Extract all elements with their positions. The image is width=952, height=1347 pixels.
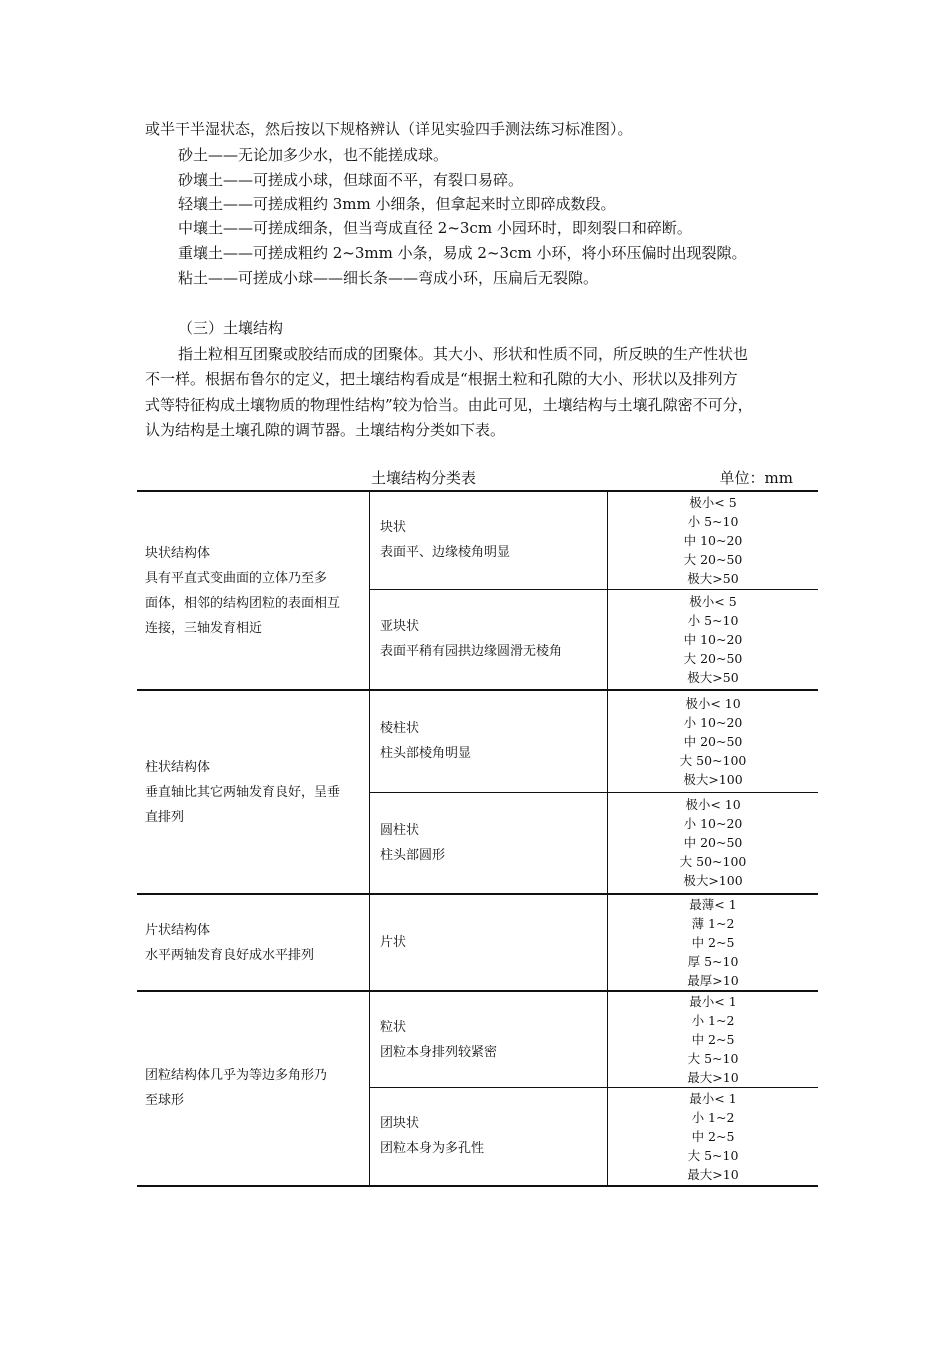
subtype-desc: 柱头部棱角明显 [380,746,472,762]
size-value: 大 5~10 [687,1147,739,1163]
size-value: 小 1~2 [691,1109,735,1125]
size-value: 最薄< 1 [689,897,737,912]
subtype-desc: 团粒本身为多孔性 [380,1141,485,1157]
group-name: 片状结构体 [145,922,211,938]
table-caption [137,467,817,489]
size-cell [608,991,819,1088]
group-name: 团粒结构体几乎为等边多角形乃 [145,1068,328,1084]
group-cell [137,491,370,690]
size-value: 最大>10 [687,1166,739,1182]
table-title: 土壤结构分类表 [371,469,477,487]
size-value: 大 50~100 [679,752,747,768]
text-line: 砂壤土——可搓成小球，但球面不平，有裂口易碎。 [178,171,524,189]
subtype-name: 片状 [380,935,407,950]
subtype-cell [370,690,608,792]
group-name: 块状结构体 [145,545,211,561]
group-name: 柱状结构体 [145,759,211,775]
size-cell [608,792,819,894]
size-value: 薄 1~2 [691,916,735,931]
size-cell [608,589,819,690]
size-value: 小 5~10 [687,513,739,529]
subtype-cell [370,991,608,1088]
table-row [137,991,818,1088]
group-desc: 垂直轴比其它两轴发育良好，呈垂 [145,784,341,800]
size-value: 中 2~5 [691,1128,735,1144]
size-value: 中 20~50 [683,835,743,851]
text-line: 重壤土——可搓成粗约 2~3mm 小条，易成 2~3cm 小环，将小环压偏时出现裂隙。 [178,244,747,262]
table-unit: 单位：mm [719,469,793,487]
group-desc: 水平两轴发育良好成水平排列 [145,947,315,963]
subtype-cell [370,589,608,690]
size-value: 最大>10 [687,1070,739,1085]
table-row [137,491,818,589]
size-cell [608,1088,819,1186]
section-heading: （三）土壤结构 [178,319,284,337]
paragraph-line: 不一样。根据布鲁尔的定义，把土壤结构看成是“根据土粒和孔隙的大小、形状以及排列方 [145,370,738,388]
group-desc: 至球形 [145,1093,185,1109]
size-value: 大 50~100 [679,854,747,870]
subtype-name: 亚块状 [380,619,420,635]
paragraph-line: 式等特征构成土壤物质的物理性结构”较为恰当。由此可见，土壤结构与土壤孔隙密不可分， [145,396,753,414]
size-value: 厚 5~10 [687,954,739,969]
size-value: 中 20~50 [683,733,743,749]
size-cell [608,690,819,792]
text-line: 中壤土——可搓成细条，但当弯成直径 2~3cm 小园环时，即刻裂口和碎断。 [178,219,692,237]
group-desc: 直排列 [145,809,185,825]
size-value: 极小< 10 [685,695,741,711]
subtype-name: 粒状 [380,1019,407,1035]
subtype-desc: 柱头部圆形 [380,847,446,863]
size-value: 小 10~20 [683,714,743,730]
subtype-desc: 表面平稍有园拱边缘圆滑无棱角 [380,644,563,660]
subtype-cell [370,792,608,894]
soil-structure-table [137,490,818,1187]
group-cell [137,690,370,894]
size-value: 极大>50 [687,570,739,586]
size-value: 极大>100 [683,873,743,889]
size-value: 大 20~50 [683,650,743,666]
size-value: 中 10~20 [683,532,743,548]
subtype-cell [370,1088,608,1186]
size-value: 极小< 5 [689,494,737,510]
size-value: 中 2~5 [691,935,735,950]
size-value: 最厚>10 [687,973,739,988]
group-cell [137,894,370,991]
size-value: 小 5~10 [687,612,739,628]
size-value: 最小< 1 [689,1090,737,1106]
subtype-name: 棱柱状 [380,721,420,737]
subtype-name: 圆柱状 [380,822,420,838]
text-line: 粘土——可搓成小球——细长条——弯成小环，压扁后无裂隙。 [178,269,599,287]
group-cell [137,991,370,1186]
size-value: 小 1~2 [691,1013,735,1028]
size-value: 最小< 1 [689,994,737,1009]
text-line: 轻壤土——可搓成粗约 3mm 小细条，但拿起来时立即碎成数段。 [178,195,616,213]
paragraph-line: 指土粒相互团聚或胶结而成的团聚体。其大小、形状和性质不同，所反映的生产性状也 [178,345,749,363]
group-desc: 面体，相邻的结构团粒的表面相互 [145,595,341,611]
subtype-name: 团块状 [380,1116,420,1132]
size-value: 大 20~50 [683,551,743,567]
text-line: 或半干半湿状态，然后按以下规格辨认（详见实验四手测法练习标准图）。 [145,120,633,138]
size-value: 中 10~20 [683,631,743,647]
size-value: 极大>100 [683,771,743,787]
size-value: 极大>50 [687,669,739,685]
size-value: 大 5~10 [687,1051,739,1066]
size-cell [608,894,819,991]
size-value: 小 10~20 [683,816,743,832]
paragraph-line: 认为结构是土壤孔隙的调节器。土壤结构分类如下表。 [145,421,506,439]
subtype-name: 块状 [380,520,407,536]
size-value: 中 2~5 [691,1032,735,1047]
group-desc: 连接，三轴发育相近 [145,620,263,636]
subtype-desc: 表面平、边缘棱角明显 [380,545,511,561]
text-line: 砂土——无论加多少水，也不能搓成球。 [178,146,449,164]
size-cell [608,491,819,589]
subtype-cell [370,894,608,991]
table-row [137,894,818,991]
subtype-cell [370,491,608,589]
table-row [137,690,818,792]
size-value: 极小< 10 [685,797,741,813]
group-desc: 具有平直式变曲面的立体乃至多 [145,570,328,586]
subtype-desc: 团粒本身排列较紧密 [380,1044,498,1060]
size-value: 极小< 5 [689,593,737,609]
